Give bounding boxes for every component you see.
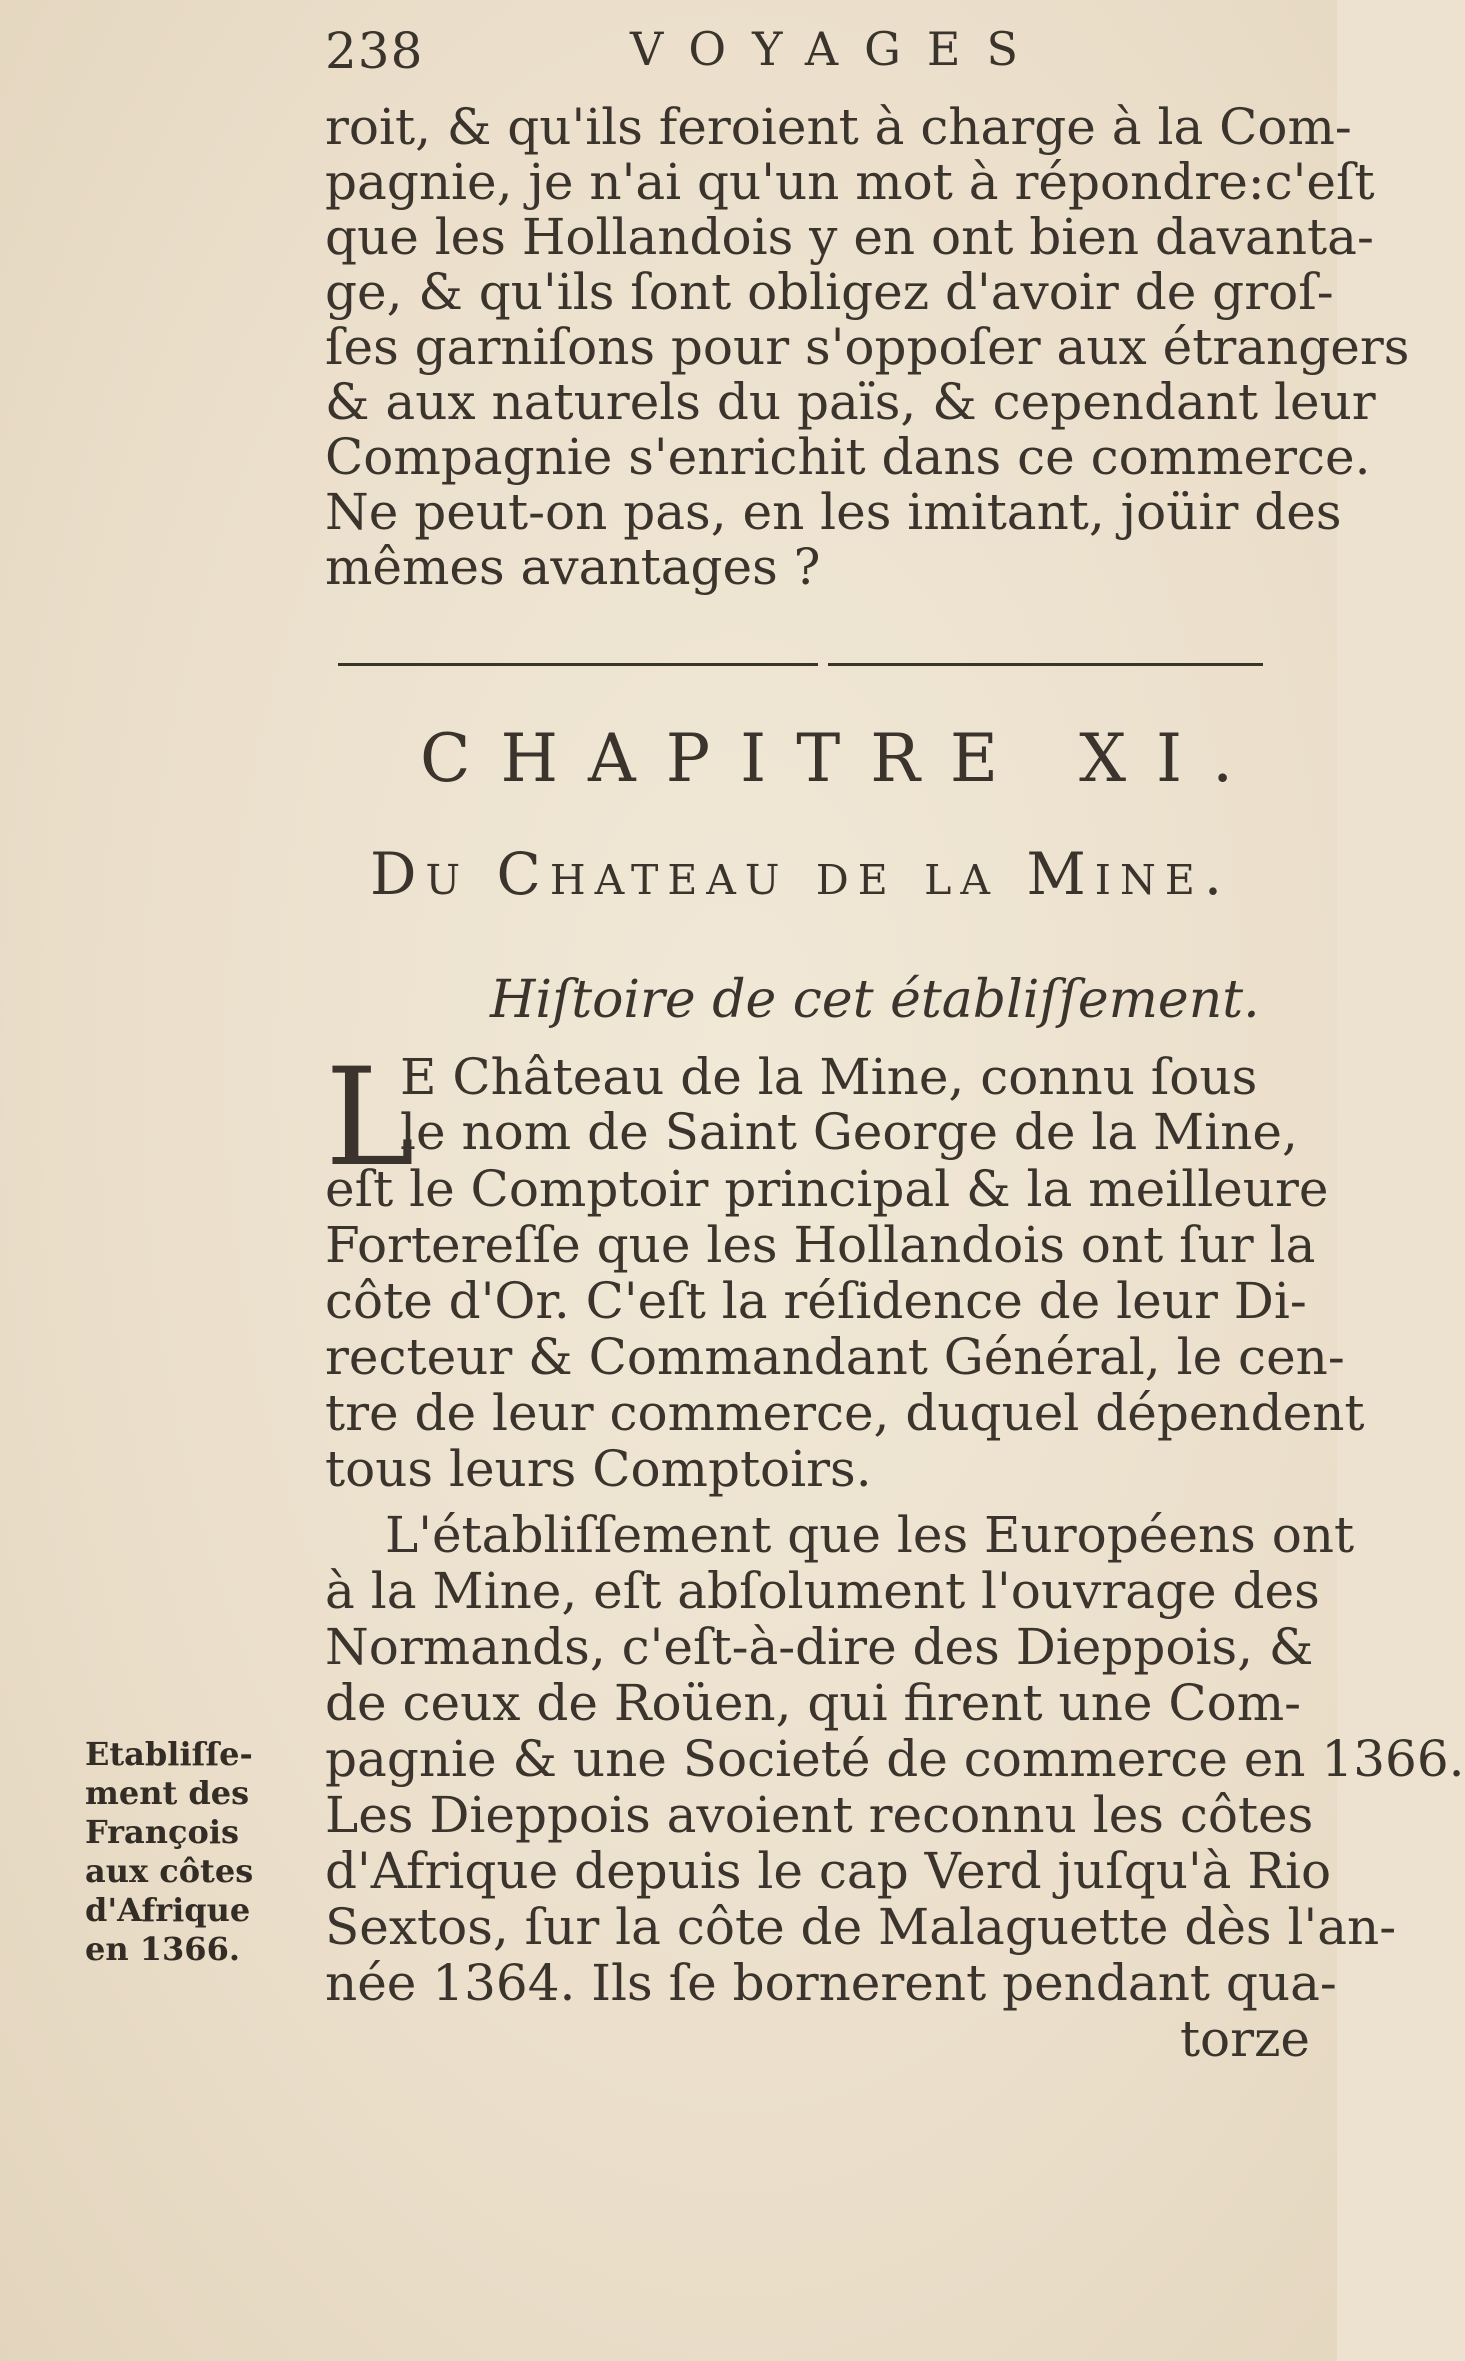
text-line: mêmes avantages ? [325, 538, 821, 596]
text-line: pagnie, je n'ai qu'un mot à répondre:c'eſt [325, 153, 1375, 211]
section-heading: Hiſtoire de cet établiſſement. [490, 970, 1260, 1030]
text-line: Forterеſſe que les Hollandois ont ſur la [325, 1216, 1316, 1274]
margin-note-line: Etabliſſe- [85, 1735, 253, 1773]
text-line: née 1364. Ils ſe bornerent pendant qua- [325, 1954, 1337, 2012]
text-line: Compagnie s'enrichit dans ce commerce. [325, 428, 1371, 486]
margin-note-line: d'Afrique [85, 1891, 251, 1929]
divider-rule [338, 663, 818, 666]
text-line: d'Afrique depuis le cap Verd juſqu'à Rio [325, 1842, 1332, 1900]
margin-note-line: François [85, 1813, 240, 1851]
drop-cap: L [325, 1039, 415, 1196]
text-line: Sextos, ſur la côte de Malaguette dès l'an- [325, 1898, 1397, 1956]
text-line: Ne peut-on pas, en les imitant, joüir des [325, 483, 1342, 541]
catchword: torze [1179, 2010, 1310, 2068]
text-line: que les Hollandois y en ont bien davanta- [325, 208, 1374, 266]
text-line: Normands, c'eſt-à-dire des Dieppois, & [325, 1618, 1314, 1676]
text-line: tous leurs Comptoirs. [325, 1440, 872, 1498]
running-head: VOYAGES [630, 22, 1044, 76]
page-number: 238 [325, 22, 424, 80]
text-line: Les Dieppois avoient reconnu les côtes [325, 1786, 1314, 1844]
text-line: tre de leur commerce, duquel dépendent [325, 1384, 1365, 1442]
margin-note-line: ment des [85, 1774, 250, 1812]
margin-note-line: aux côtes [85, 1852, 254, 1890]
text-line: E Château de la Mine, connu ſous [400, 1048, 1258, 1106]
text-line: le nom de Saint George de la Mine, [400, 1103, 1298, 1161]
text-line: roit, & qu'ils feroient à charge à la Com- [325, 98, 1352, 156]
text-line: L'établiſſement que les Européens ont [385, 1506, 1355, 1564]
divider-rule [828, 663, 1263, 666]
text-line: côte d'Or. C'eſt la réſidence de leur Di- [325, 1272, 1307, 1330]
margin-note-line: en 1366. [85, 1930, 240, 1968]
text-line: à la Mine, eſt abſolument l'ouvrage des [325, 1562, 1320, 1620]
text-line: pagnie & une Societé de commerce en 1366. [325, 1730, 1465, 1788]
chapter-title: CHAPITRE XI. [420, 720, 1264, 797]
margin-note [85, 1735, 315, 1969]
text-line: de ceux de Roüen, qui firent une Com- [325, 1674, 1302, 1732]
text-line: ge, & qu'ils ſont obligez d'avoir de groſ- [325, 263, 1334, 321]
text-line: eſt le Comptoir principal & la meilleure [325, 1160, 1329, 1218]
chapter-subtitle: Du Chateau de la Mine. [370, 840, 1232, 908]
text-line: & aux naturels du païs, & cependant leur [325, 373, 1376, 431]
text-line: ſes garniſons pour s'oppoſer aux étrangers [325, 318, 1410, 376]
page-header [325, 22, 1044, 97]
text-line: recteur & Commandant Général, le cen- [325, 1328, 1345, 1386]
